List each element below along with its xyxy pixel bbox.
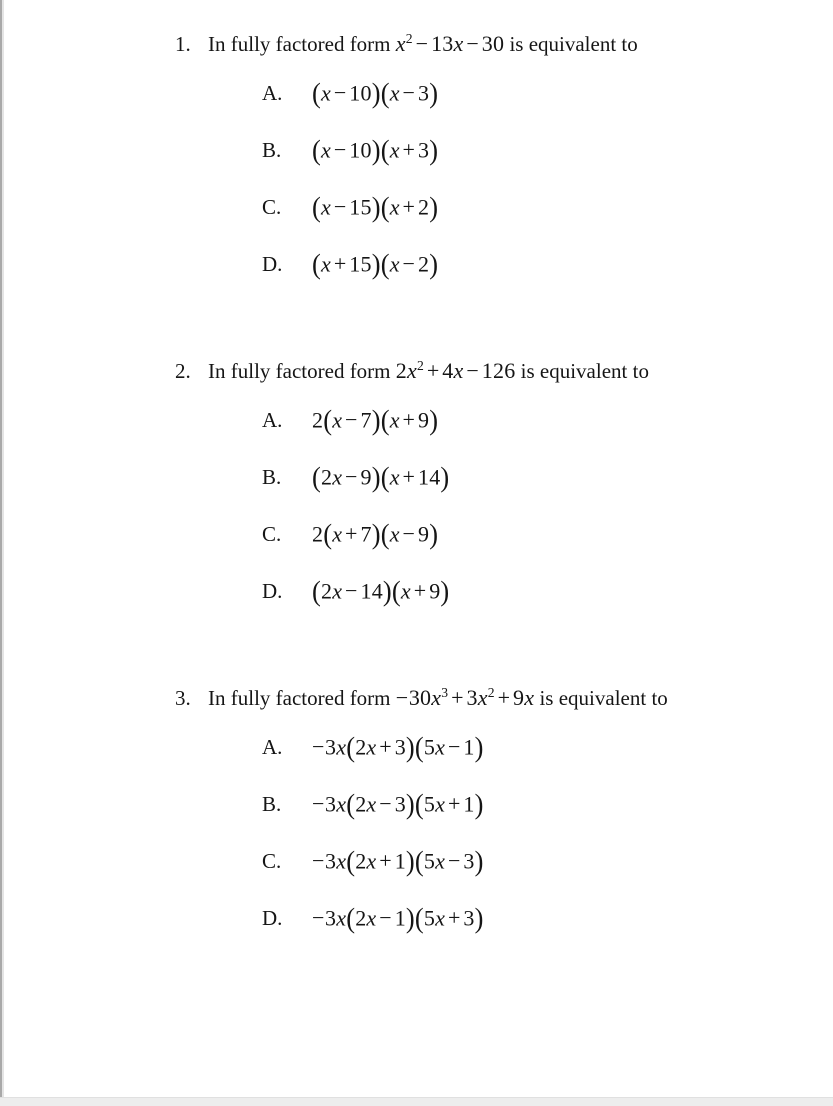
options-list: [0, 405, 833, 616]
option-letter: B.: [262, 465, 282, 490]
option-expression: (2x − 14)(x + 9): [312, 574, 450, 608]
question-stem-prefix: In fully factored form: [208, 32, 391, 56]
option-row-c: [0, 519, 833, 559]
option-expression: −3x(2x − 3)(5x + 1): [312, 787, 484, 821]
option-row-b: [0, 789, 833, 829]
question-number: 3.: [175, 686, 191, 710]
option-row-d: [0, 576, 833, 616]
question-expression: $x^2 - 13x - 30$: [395, 30, 505, 56]
question-stem: [0, 28, 833, 60]
option-expression: −3x(2x − 1)(5x + 3): [312, 901, 484, 935]
question-stem-suffix: is equivalent to: [520, 359, 649, 383]
option-letter: D.: [262, 906, 283, 931]
option-expression: (x − 15)(x + 2): [312, 190, 439, 224]
option-letter: B.: [262, 792, 282, 817]
question-expression: $-30x^3 + 3x^2 + 9x$: [395, 684, 535, 710]
question-stem-prefix: In fully factored form: [208, 686, 391, 710]
options-list: [0, 732, 833, 943]
option-row-a: [0, 78, 833, 118]
option-letter: A.: [262, 408, 283, 433]
option-expression: (2x − 9)(x + 14): [312, 460, 450, 494]
question-1: [0, 28, 833, 289]
option-letter: C.: [262, 522, 282, 547]
option-letter: C.: [262, 849, 282, 874]
question-3: [0, 682, 833, 943]
question-stem-suffix: is equivalent to: [539, 686, 668, 710]
option-letter: C.: [262, 195, 282, 220]
question-stem-prefix: In fully factored form: [208, 359, 391, 383]
question-number: 2.: [175, 359, 191, 383]
option-row-c: [0, 192, 833, 232]
page-left-edge: [0, 0, 2, 1106]
option-letter: D.: [262, 579, 283, 604]
option-row-a: [0, 732, 833, 772]
page-bottom-edge: [0, 1097, 833, 1106]
options-list: [0, 78, 833, 289]
option-expression: −3x(2x + 3)(5x − 1): [312, 730, 484, 764]
option-letter: A.: [262, 735, 283, 760]
question-stem-suffix: is equivalent to: [509, 32, 638, 56]
option-row-b: [0, 135, 833, 175]
option-expression: (x + 15)(x − 2): [312, 247, 439, 281]
question-2: [0, 355, 833, 616]
option-row-c: [0, 846, 833, 886]
option-expression: (x − 10)(x − 3): [312, 76, 439, 110]
option-row-d: [0, 903, 833, 943]
question-stem: [0, 355, 833, 387]
option-row-d: [0, 249, 833, 289]
option-letter: D.: [262, 252, 283, 277]
option-expression: (x − 10)(x + 3): [312, 133, 439, 167]
option-row-b: [0, 462, 833, 502]
option-expression: 2(x − 7)(x + 9): [312, 403, 439, 437]
question-number: 1.: [175, 32, 191, 56]
question-expression: $2x^2 + 4x - 126$: [395, 357, 516, 383]
option-expression: 2(x + 7)(x − 9): [312, 517, 439, 551]
option-expression: −3x(2x + 1)(5x − 3): [312, 844, 484, 878]
option-letter: A.: [262, 81, 283, 106]
option-row-a: [0, 405, 833, 445]
question-stem: [0, 682, 833, 714]
option-letter: B.: [262, 138, 282, 163]
